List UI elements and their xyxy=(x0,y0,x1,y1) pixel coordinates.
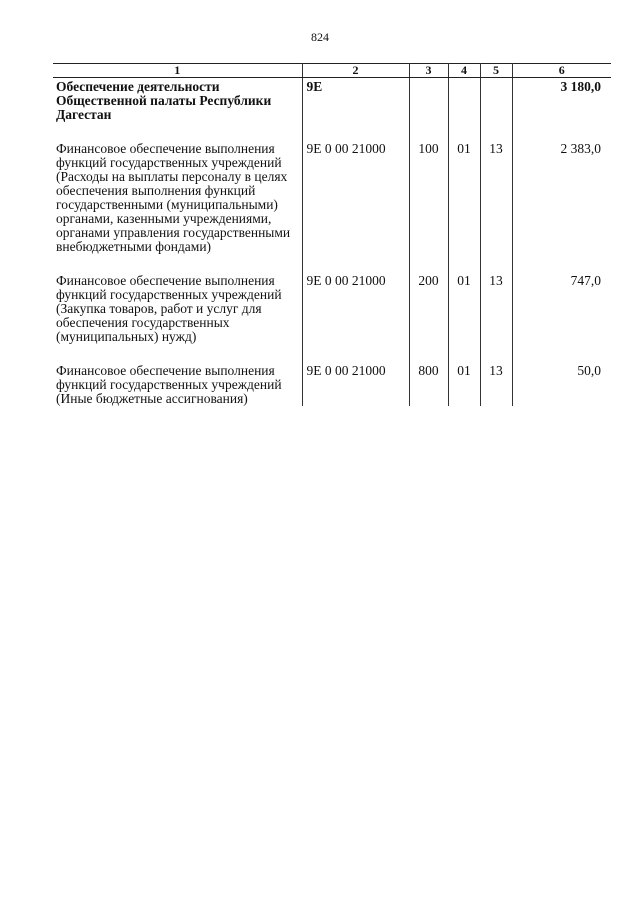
row-col3: 800 xyxy=(409,362,448,406)
table-header-row xyxy=(53,64,611,78)
table-row xyxy=(53,78,611,141)
column-header-2: 2 xyxy=(302,64,409,78)
row-col3: 200 xyxy=(409,272,448,362)
row-col5: 13 xyxy=(480,272,512,362)
row-amount: 747,0 xyxy=(512,272,611,362)
row-name: Обеспечение деятельности Общественной палаты Республики Дагестан xyxy=(53,78,302,141)
row-col4: 01 xyxy=(448,362,480,406)
row-col4 xyxy=(448,78,480,141)
row-name: Финансовое обеспечение выполнения функций государственных учреждений (Иные бюджетные ассигнования) xyxy=(53,362,302,406)
table-row xyxy=(53,272,611,362)
row-col5 xyxy=(480,78,512,141)
row-code: 9Е 0 00 21000 xyxy=(302,140,409,272)
row-amount: 50,0 xyxy=(512,362,611,406)
column-header-3: 3 xyxy=(409,64,448,78)
row-code: 9Е 0 00 21000 xyxy=(302,362,409,406)
row-name: Финансовое обеспечение выполнения функций государственных учреждений (Закупка товаров, работ и услуг для обеспечения государственных (муниципальных) нужд) xyxy=(53,272,302,362)
row-amount: 2 383,0 xyxy=(512,140,611,272)
table-row xyxy=(53,362,611,406)
column-header-6: 6 xyxy=(512,64,611,78)
row-col4: 01 xyxy=(448,140,480,272)
column-header-5: 5 xyxy=(480,64,512,78)
row-col3 xyxy=(409,78,448,141)
row-code: 9Е 0 00 21000 xyxy=(302,272,409,362)
row-col5: 13 xyxy=(480,362,512,406)
row-amount: 3 180,0 xyxy=(512,78,611,141)
row-col5: 13 xyxy=(480,140,512,272)
page-number: 824 xyxy=(311,30,329,44)
row-name: Финансовое обеспечение выполнения функций государственных учреждений (Расходы на выплаты персоналу в целях обеспечения выполнения функций государственными (муниципальными) органами, казенными учреждениями, органами управления государственными внебюджетными фондами) xyxy=(53,140,302,272)
row-col3: 100 xyxy=(409,140,448,272)
column-header-1: 1 xyxy=(53,64,302,78)
budget-table xyxy=(53,63,611,406)
row-code: 9Е xyxy=(302,78,409,141)
column-header-4: 4 xyxy=(448,64,480,78)
row-col4: 01 xyxy=(448,272,480,362)
table-row xyxy=(53,140,611,272)
